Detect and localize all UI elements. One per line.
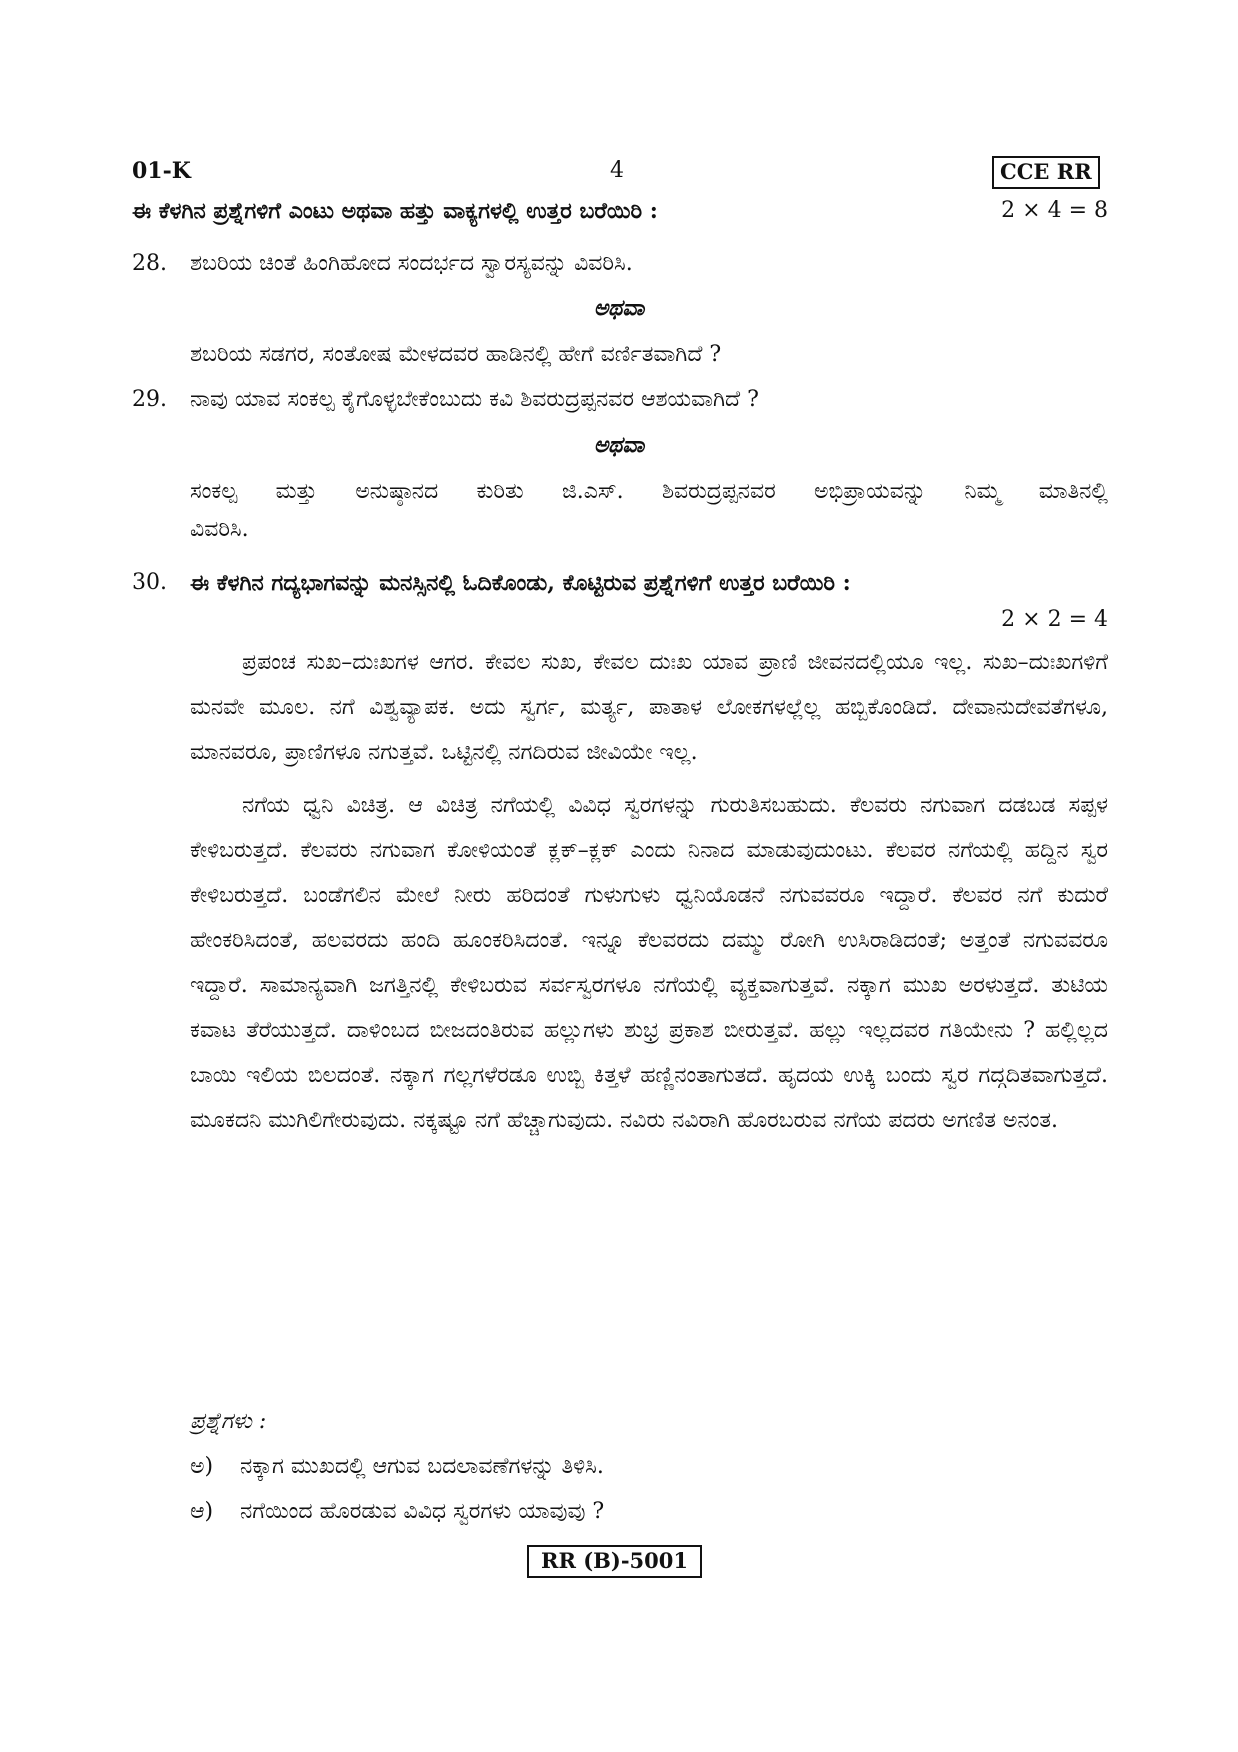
- question-number-28: 28.: [132, 251, 167, 276]
- passage: [190, 640, 1108, 1143]
- sub-question-marker-aa: ಆ): [190, 1499, 214, 1524]
- sub-question-a-text: ನಕ್ಕಾಗ ಮುಖದಲ್ಲಿ ಆಗುವ ಬದಲಾವಣೆಗಳನ್ನು ತಿಳಿಸಿ.: [240, 1454, 604, 1479]
- question-29-alt-text-line2: ವಿವರಿಸಿ.: [190, 517, 249, 542]
- question-29-text: ನಾವು ಯಾವ ಸಂಕಲ್ಪ ಕೈಗೊಳ್ಳಬೇಕೆಂಬುದು ಕವಿ ಶಿವರುದ್ರಪ್ಪನವರ ಆಶಯವಾಗಿದೆ ?: [190, 387, 759, 412]
- section-instruction: ಈ ಕೆಳಗಿನ ಪ್ರಶ್ನೆಗಳಿಗೆ ಎಂಟು ಅಥವಾ ಹತ್ತು ವಾಕ್ಯಗಳಲ್ಲಿ ಉತ್ತರ ಬರೆಯಿರಿ :: [132, 198, 658, 224]
- section-marks: 2 × 4 = 8: [1001, 198, 1108, 223]
- or-label-28: ಅಥವಾ: [593, 295, 645, 321]
- footer-code: RR (B)-5001: [527, 1545, 702, 1578]
- sub-question-marker-a: ಅ): [190, 1454, 214, 1479]
- question-30-text: ಈ ಕೆಳಗಿನ ಗದ್ಯಭಾಗವನ್ನು ಮನಸ್ಸಿನಲ್ಲಿ ಓದಿಕೊಂಡು, ಕೊಟ್ಟಿರುವ ಪ್ರಶ್ನೆಗಳಿಗೆ ಉತ್ತರ ಬರೆಯಿರಿ :: [190, 570, 851, 596]
- paper-code: 01-K: [132, 158, 191, 184]
- question-29-alt-text-line1: ಸಂಕಲ್ಪ ಮತ್ತು ಅನುಷ್ಠಾನದ ಕುರಿತು ಜಿ.ಎಸ್. ಶಿವರುದ್ರಪ್ಪನವರ ಅಭಿಪ್ರಾಯವನ್ನು ನಿಮ್ಮ ಮಾತಿನಲ್ಲಿ: [190, 479, 1108, 504]
- passage-paragraph-2: ನಗೆಯ ಧ್ವನಿ ವಿಚಿತ್ರ. ಆ ವಿಚಿತ್ರ ನಗೆಯಲ್ಲಿ ವಿವಿಧ ಸ್ವರಗಳನ್ನು ಗುರುತಿಸಬಹುದು. ಕೆಲವರು ನಗುವಾಗ ದಡಬಡ ಸಪ್ಪಳ ಕೇಳಿಬರುತ್ತದೆ. ಕೆಲವರು ನಗುವಾಗ ಕೋಳಿಯಂತೆ ಕ್ಲಕ್–ಕ್ಲಕ್ ಎಂದು ನಿನಾದ ಮಾಡುವುದುಂಟು. ಕೆಲವರ ನಗೆಯಲ್ಲಿ ಹದ್ದಿನ ಸ್ವರ ಕೇಳಿಬರುತ್ತದೆ. ಬಂಡೆಗಲಿನ ಮೇಲೆ ನೀರು ಹರಿದಂತೆ ಗುಳುಗುಳು ಧ್ವನಿಯೊಡನೆ ನಗುವವರೂ ಇದ್ದಾರೆ. ಕೆಲವರ ನಗೆ ಕುದುರೆ ಹೇಂಕರಿಸಿದಂತೆ, ಹಲವರದು ಹಂದಿ ಹೂಂಕರಿಸಿದಂತೆ. ಇನ್ನೂ ಕೆಲವರದು ದಮ್ಮು ರೋಗಿ ಉಸಿರಾಡಿದಂತೆ; ಅತ್ತಂತೆ ನಗುವವರೂ ಇದ್ದಾರೆ. ಸಾಮಾನ್ಯವಾಗಿ ಜಗತ್ತಿನಲ್ಲಿ ಕೇಳಿಬರುವ ಸರ್ವಸ್ವರಗಳೂ ನಗೆಯಲ್ಲಿ ವ್ಯಕ್ತವಾಗುತ್ತವೆ. ನಕ್ಕಾಗ ಮುಖ ಅರಳುತ್ತದೆ. ತುಟಿಯ ಕವಾಟ ತೆರೆಯುತ್ತದೆ. ದಾಳಿಂಬದ ಬೀಜದಂತಿರುವ ಹಲ್ಲುಗಳು ಶುಭ್ರ ಪ್ರಕಾಶ ಬೀರುತ್ತವೆ. ಹಲ್ಲು ಇಲ್ಲದವರ ಗತಿಯೇನು ? ಹಲ್ಲಿಲ್ಲದ ಬಾಯಿ ಇಲಿಯ ಬಿಲದಂತೆ. ನಕ್ಕಾಗ ಗಲ್ಲಗಳೆರಡೂ ಉಬ್ಬಿ ಕಿತ್ತಳೆ ಹಣ್ಣಿನಂತಾಗುತದೆ. ಹೃದಯ ಉಕ್ಕಿ ಬಂದು ಸ್ವರ ಗದ್ಗದಿತವಾಗುತ್ತದೆ. ಮೂಕದನಿ ಮುಗಿಲಿಗೇರುವುದು. ನಕ್ಕಷ್ಟೂ ನಗೆ ಹೆಚ್ಚಾಗುವುದು. ನವಿರು ನವಿರಾಗಿ ಹೊರಬರುವ ನಗೆಯ ಪದರು ಅಗಣಿತ ಅನಂತ.: [190, 793, 1108, 1133]
- scheme-box-label: CCE RR: [992, 156, 1100, 189]
- or-label-29: ಅಥವಾ: [593, 432, 645, 458]
- sub-question-aa-text: ನಗೆಯಿಂದ ಹೊರಡುವ ವಿವಿಧ ಸ್ವರಗಳು ಯಾವುವು ?: [240, 1499, 605, 1524]
- passage-paragraph-1: ಪ್ರಪಂಚ ಸುಖ–ದುಃಖಗಳ ಆಗರ. ಕೇವಲ ಸುಖ, ಕೇವಲ ದುಃಖ ಯಾವ ಪ್ರಾಣಿ ಜೀವನದಲ್ಲಿಯೂ ಇಲ್ಲ. ಸುಖ–ದುಃಖಗಳಿಗೆ ಮನವೇ ಮೂಲ. ನಗೆ ವಿಶ್ವವ್ಯಾಪಕ. ಅದು ಸ್ವರ್ಗ, ಮರ್ತ್ಯ, ಪಾತಾಳ ಲೋಕಗಳಲ್ಲೆಲ್ಲ ಹಬ್ಬಿಕೊಂಡಿದೆ. ದೇವಾನುದೇವತೆಗಳೂ, ಮಾನವರೂ, ಪ್ರಾಣಿಗಳೂ ನಗುತ್ತವೆ. ಒಟ್ಟಿನಲ್ಲಿ ನಗದಿರುವ ಜೀವಿಯೇ ಇಲ್ಲ.: [190, 650, 1108, 765]
- question-30-marks: 2 × 2 = 4: [1001, 607, 1108, 632]
- sub-questions-heading: ಪ್ರಶ್ನೆಗಳು :: [190, 1409, 267, 1434]
- question-28-text: ಶಬರಿಯ ಚಿಂತೆ ಹಿಂಗಿಹೋದ ಸಂದರ್ಭದ ಸ್ವಾರಸ್ಯವನ್ನು ವಿವರಿಸಿ.: [190, 251, 633, 276]
- page-number: 4: [610, 158, 624, 183]
- question-number-30: 30.: [132, 570, 167, 595]
- question-number-29: 29.: [132, 387, 167, 412]
- question-28-alt-text: ಶಬರಿಯ ಸಡಗರ, ಸಂತೋಷ ಮೇಳದವರ ಹಾಡಿನಲ್ಲಿ ಹೇಗೆ ವರ್ಣಿತವಾಗಿದೆ ?: [190, 342, 722, 367]
